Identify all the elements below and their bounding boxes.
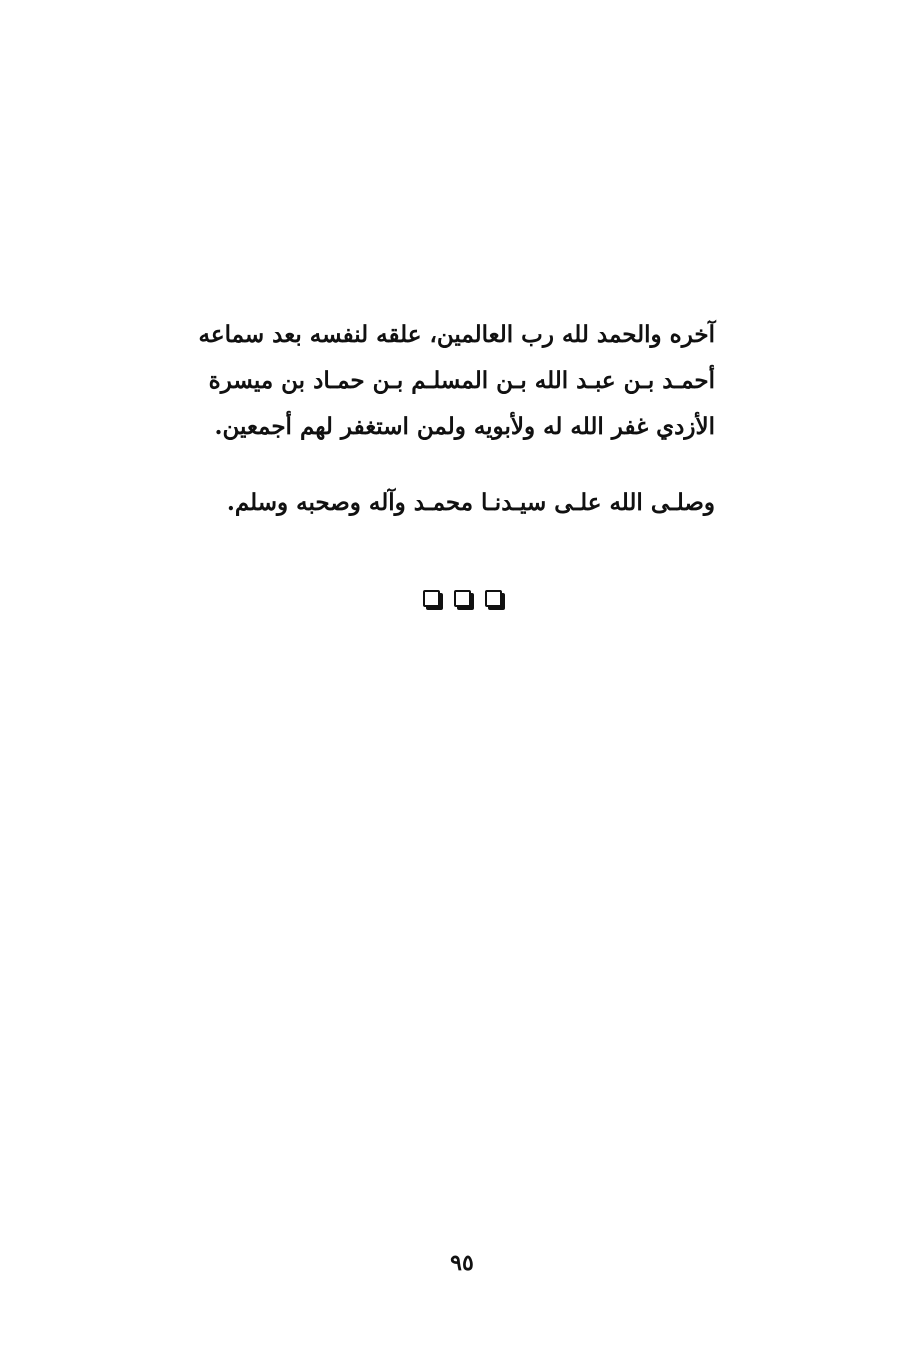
main-text (198, 312, 715, 526)
text-line: الأزدي غفر الله له ولأبويه ولمن استغفر لهم أجمعين. (214, 413, 715, 440)
hollow-square-icon (454, 590, 471, 607)
page-number: ٩٥ (450, 1250, 474, 1276)
hollow-square-icon (423, 590, 440, 607)
text-line: وصلـى الله علـى سيـدنـا محمـد وآله وصحبه وسلم. (226, 489, 715, 516)
hollow-square-icon (485, 590, 502, 607)
paragraph-gap (225, 450, 715, 480)
text-line: آخره والحمد لله رب العالمين، علقه لنفسه بعد سماعه (198, 321, 715, 348)
text-line: أحمـد بـن عبـد الله بـن المسلـم بـن حمـاد بن ميسرة (208, 367, 715, 394)
section-end-ornament (0, 590, 924, 607)
